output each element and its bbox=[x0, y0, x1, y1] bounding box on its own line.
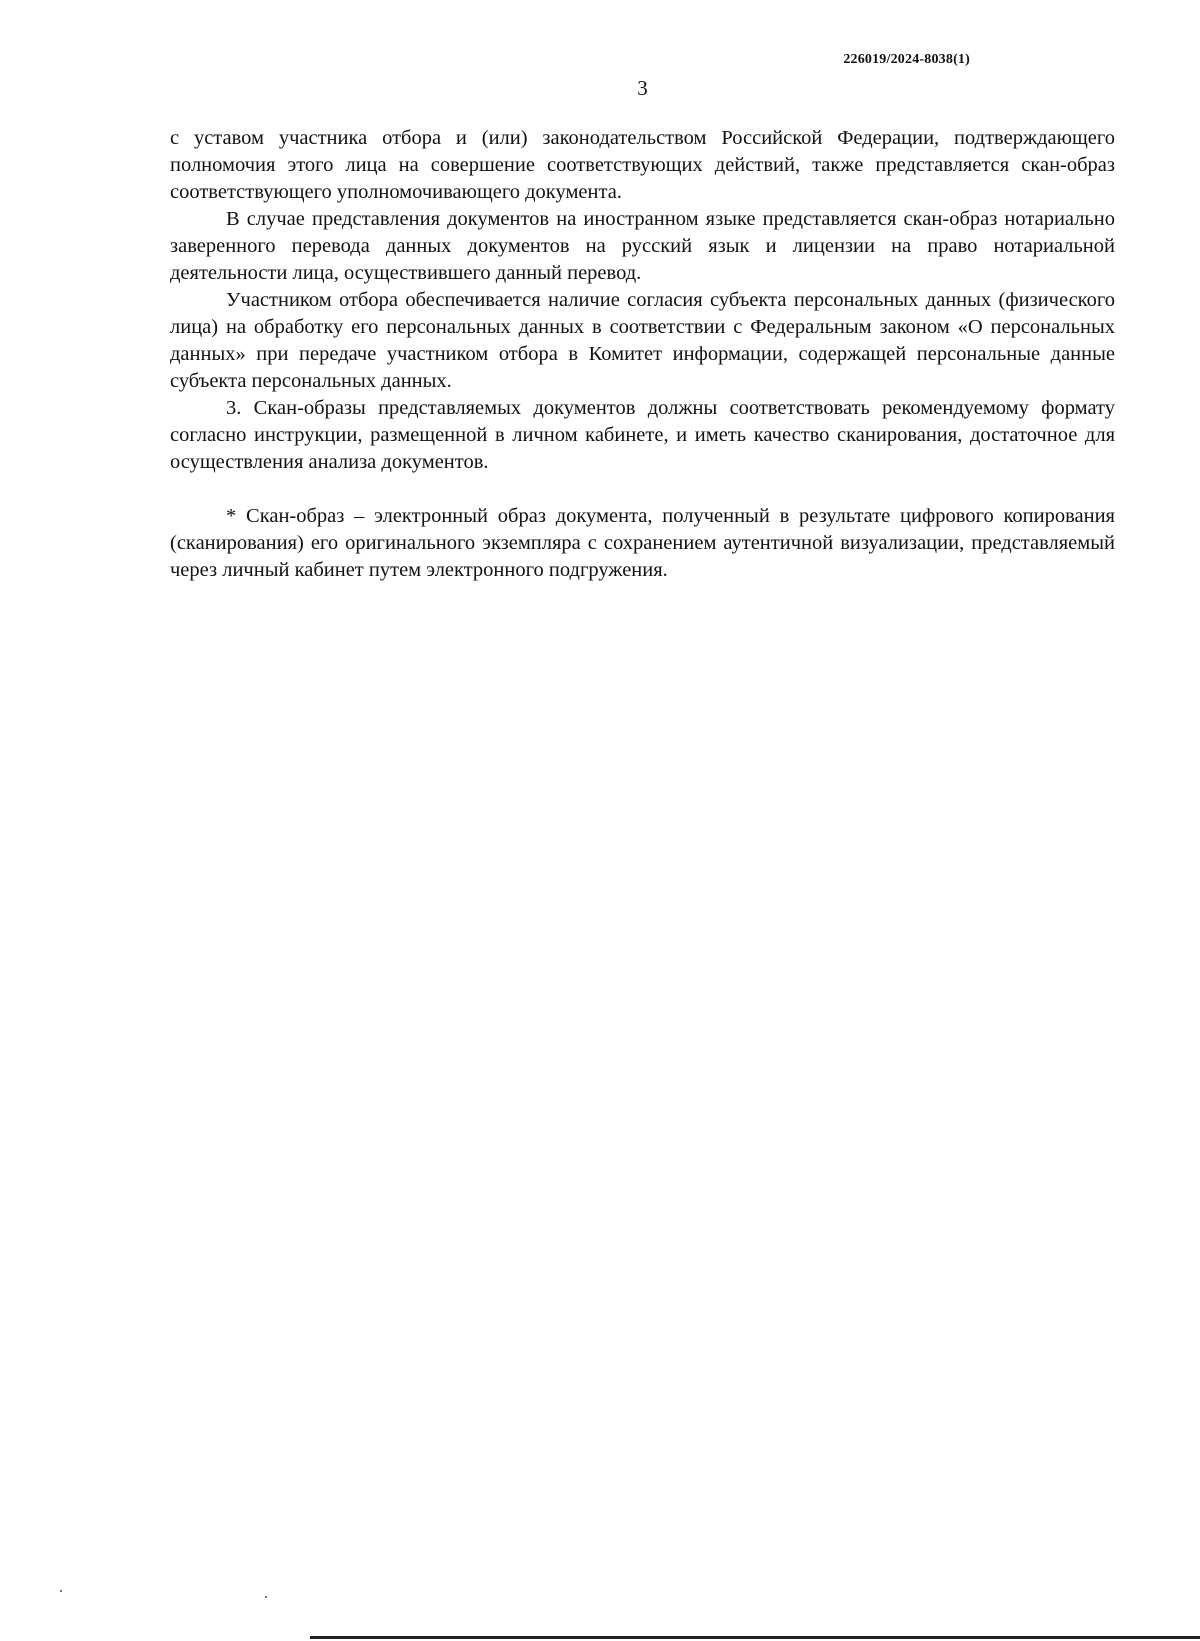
scan-speck bbox=[265, 1596, 267, 1598]
paragraph-continuation: с уставом участника отбора и (или) законодательством Российской Федерации, подтверждающего полномочия этого лица на совершение соответствующих действий, также представляется скан-образ соответствующего уполномочивающего документа. bbox=[170, 127, 1115, 203]
document-number: 226019/2024-8038(1) bbox=[843, 52, 970, 67]
footnote: * Скан-образ – электронный образ документа, полученный в результате цифрового копирования (сканирования) его оригинального экземпляра с сохранением аутентичной визуализации, представляемый через личный кабинет путем электронного подгружения. bbox=[170, 505, 1115, 581]
paragraph-foreign-language: В случае представления документов на иностранном языке представляется скан-образ нотариально заверенного перевода данных документов на русский язык и лицензии на право нотариальной деятельности лица, осуществившего данный перевод. bbox=[170, 208, 1115, 284]
document-body bbox=[170, 125, 1115, 584]
scan-speck bbox=[60, 1590, 62, 1592]
page-number: 3 bbox=[637, 76, 648, 100]
paragraph-personal-data: Участником отбора обеспечивается наличие согласия субъекта персональных данных (физического лица) на обработку его персональных данных в соответствии с Федеральным законом «О персональных данных» при передаче участником отбора в Комитет информации, содержащей персональные данные субъекта персональных данных. bbox=[170, 289, 1115, 392]
paragraph-scan-format: 3. Скан-образы представляемых документов должны соответствовать рекомендуемому формату согласно инструкции, размещенной в личном кабинете, и иметь качество сканирования, достаточное для осуществления анализа документов. bbox=[170, 397, 1115, 473]
scan-edge-line bbox=[310, 1636, 1200, 1639]
